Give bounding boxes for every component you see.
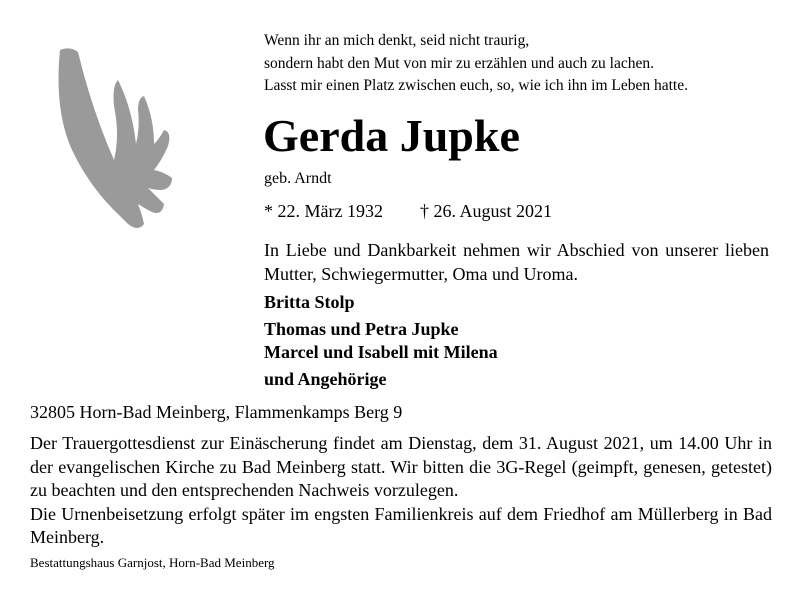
family-address: 32805 Horn-Bad Meinberg, Flammenkamps Berg 9 (30, 402, 403, 422)
poem-line: Wenn ihr an mich denkt, seid nicht traurig, (264, 32, 530, 49)
farewell-text: In Liebe und Dankbarkeit nehmen wir Abschied von unserer lieben Mutter, Schwiegermutter, Oma und Uroma. (264, 240, 769, 284)
antler-icon (40, 40, 185, 235)
funeral-home: Bestattungshaus Garnjost, Horn-Bad Meinberg (30, 555, 275, 570)
deceased-name: Gerda Jupke (263, 110, 520, 161)
service-info (30, 432, 772, 550)
poem-line: sondern habt den Mut von mir zu erzählen und auch zu lachen. (264, 54, 654, 72)
maiden-name: geb. Arndt (264, 170, 332, 187)
mourner-name: und Angehörige (264, 369, 387, 389)
burial-paragraph: Die Urnenbeisetzung erfolgt später im engsten Familienkreis auf dem Friedhof am Müllerberg in Bad Meinberg. (30, 503, 772, 547)
poem-line: Lasst mir einen Platz zwischen euch, so, wie ich ihn im Leben hatte. (264, 77, 688, 94)
mourner-name: Marcel und Isabell mit Milena (264, 342, 498, 362)
service-paragraph: Der Trauergottesdienst zur Einäscherung findet am Dienstag, dem 31. August 2021, um 14.00 Uhr in der evangelischen Kirche zu Bad Meinberg statt. Wir bitten die 3G-Regel (geimpft, genesen, getestet) zu beachten und den entsprechenden Nachweis vorzulegen. (30, 433, 772, 500)
mourner-name: Britta Stolp (264, 292, 355, 312)
mourner-name: Thomas und Petra Jupke (264, 319, 459, 339)
poem (264, 30, 688, 98)
birth-date: * 22. März 1932 (264, 201, 383, 221)
death-date: † 26. August 2021 (420, 201, 553, 221)
